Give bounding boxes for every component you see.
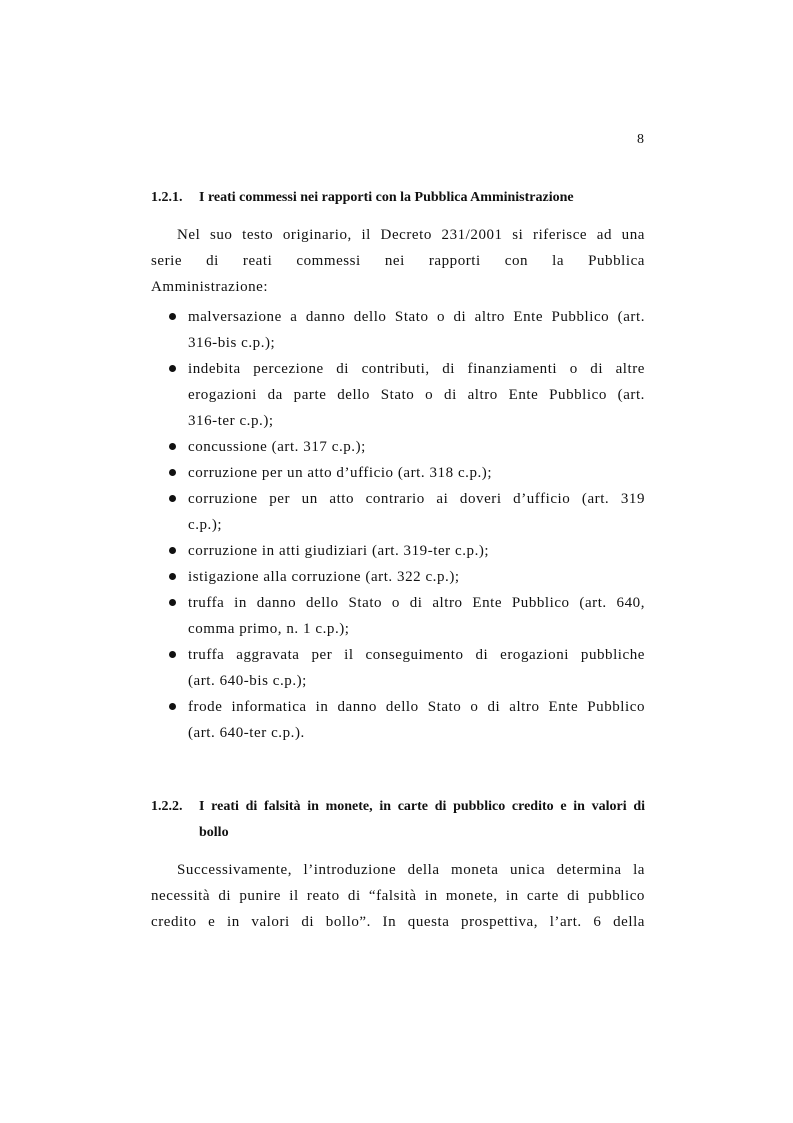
list-item-9-line-2: (art. 640-bis c.p.); — [188, 673, 307, 689]
list-item-8-line-2: comma primo, n. 1 c.p.); — [188, 621, 350, 637]
bullet-icon — [169, 547, 176, 554]
bullet-icon — [169, 313, 176, 320]
list-item-9-line-1: truffa aggravata per il conseguimento di erogazioni pubbliche — [188, 647, 645, 663]
list-item-4-line-1: corruzione per un atto d’ufficio (art. 318 c.p.); — [188, 465, 493, 481]
list-item-1-line-1: malversazione a danno dello Stato o di altro Ente Pubblico (art. — [188, 309, 645, 325]
list-item-6-line-1: corruzione in atti giudiziari (art. 319-ter c.p.); — [188, 543, 490, 559]
page-number: 8 — [637, 132, 644, 147]
list-item-2-line-2: erogazioni da parte dello Stato o di altro Ente Pubblico (art. — [188, 387, 645, 403]
section-2-title-line-2: bollo — [199, 825, 229, 840]
list-item-2-line-3: 316-ter c.p.); — [188, 413, 274, 429]
bullet-icon — [169, 573, 176, 580]
bullet-icon — [169, 599, 176, 606]
section-2-body-line-2: necessità di punire il reato di “falsità in monete, in carte di pubblico — [151, 888, 645, 904]
bullet-icon — [169, 495, 176, 502]
bullet-icon — [169, 703, 176, 710]
section-1-title: I reati commessi nei rapporti con la Pubblica Amministrazione — [199, 190, 574, 205]
section-1-number: 1.2.1. — [151, 190, 183, 205]
section-1-intro-line-3: Amministrazione: — [151, 279, 269, 295]
section-2-title-line-1: I reati di falsità in monete, in carte di pubblico credito e in valori di — [199, 799, 645, 814]
section-1-intro-line-1: Nel suo testo originario, il Decreto 231/2001 si riferisce ad una — [177, 227, 645, 243]
list-item-7-line-1: istigazione alla corruzione (art. 322 c.p.); — [188, 569, 460, 585]
list-item-10-line-1: frode informatica in danno dello Stato o di altro Ente Pubblico — [188, 699, 645, 715]
section-2-body-line-1: Successivamente, l’introduzione della moneta unica determina la — [177, 862, 645, 878]
list-item-10-line-2: (art. 640-ter c.p.). — [188, 725, 305, 741]
bullet-icon — [169, 365, 176, 372]
bullet-icon — [169, 469, 176, 476]
bullet-icon — [169, 651, 176, 658]
section-2-body-line-3: credito e in valori di bollo”. In questa prospettiva, l’art. 6 della — [151, 914, 645, 930]
list-item-8-line-1: truffa in danno dello Stato o di altro Ente Pubblico (art. 640, — [188, 595, 645, 611]
list-item-5-line-2: c.p.); — [188, 517, 223, 533]
list-item-1-line-2: 316-bis c.p.); — [188, 335, 276, 351]
bullet-icon — [169, 443, 176, 450]
list-item-2-line-1: indebita percezione di contributi, di finanziamenti o di altre — [188, 361, 645, 377]
section-1-intro-line-2: serie di reati commessi nei rapporti con la Pubblica — [151, 253, 645, 269]
list-item-5-line-1: corruzione per un atto contrario ai doveri d’ufficio (art. 319 — [188, 491, 645, 507]
list-item-3-line-1: concussione (art. 317 c.p.); — [188, 439, 366, 455]
section-2-number: 1.2.2. — [151, 799, 183, 814]
